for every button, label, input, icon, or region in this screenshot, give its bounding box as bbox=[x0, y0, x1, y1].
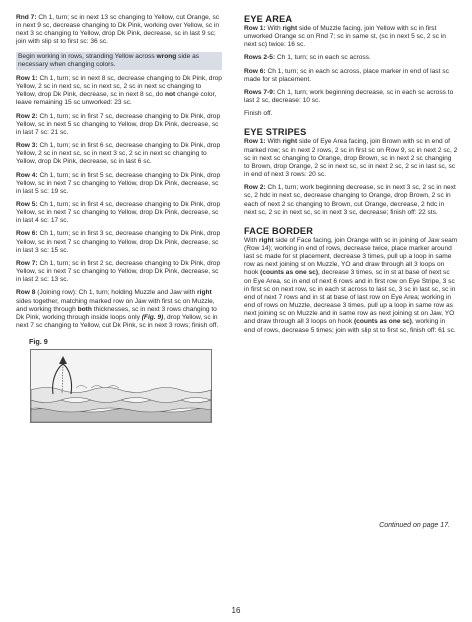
eye-area-rows-7-9 bbox=[244, 89, 458, 105]
eye-area-row6 bbox=[244, 68, 458, 84]
row7-paragraph bbox=[16, 260, 222, 284]
fb-text-1: With bbox=[244, 236, 260, 244]
eye-area-row1 bbox=[244, 25, 458, 49]
note-text-1: Begin working in rows, stranding Yellow across bbox=[18, 52, 157, 60]
row1-not: not bbox=[164, 91, 176, 99]
row5-label: Row 5: bbox=[16, 200, 38, 208]
row4-label: Row 4: bbox=[16, 171, 38, 179]
face-border-heading: FACE BORDER bbox=[244, 225, 314, 236]
color-change-note bbox=[16, 52, 222, 70]
row2-label: Row 2: bbox=[16, 112, 38, 120]
row7-label: Row 7: bbox=[16, 259, 38, 267]
row8-text-2: sides together, matching marked row on Jaw with first sc on Muzzle, and working through bbox=[16, 297, 215, 313]
row4-paragraph bbox=[16, 172, 222, 196]
eye-area-finish: Finish off. bbox=[244, 110, 273, 118]
row8-paragraph bbox=[16, 289, 222, 330]
row3-label: Row 3: bbox=[16, 142, 38, 150]
es-row1-label: Row 1: bbox=[244, 138, 266, 146]
row8-label: Row 8 bbox=[16, 289, 36, 297]
row1-label: Row 1: bbox=[16, 74, 38, 82]
row1-text-2: change color, leave remaining 15 sc unworked: 23 sc. bbox=[16, 91, 217, 107]
eye-area-heading: EYE AREA bbox=[244, 14, 293, 24]
fb-text-2: side of Face facing, join Orange with sc in joining of Jaw seam (Row 14); working in end of rows, decrease twice, place marker around last sc made for st placement, decrease 3 times, pull up a loop in same row as next joining st on Muzzle, YO and draw through all 3 loops on hook bbox=[244, 236, 458, 277]
eye-stripes-heading: EYE STRIPES bbox=[244, 127, 307, 138]
es-row1-text-2: side of Eye Area facing, join Brown with sc in end of marked row; sc in next 2 rows, 2 sc in first sc on Row 9, sc in next 2 sc, 2 sc in next sc changing to Orange, drop Brown, sc in next 2 sc changing to Brown, drop Orange, 2 sc in next sc, sc in next 2 sc, 2 sc in last sc, sc in end of next 3 rows: 20 sc. bbox=[244, 138, 458, 179]
row8-text-3: thicknesses, sc in next 3 rows changing to Dk Pink, working through inside loops only bbox=[16, 305, 217, 321]
rnd7-text: Ch 1, turn; sc in next 13 sc changing to Yellow, cut Orange, sc in next 9 sc, decrease changing to Dk Pink, working over Yellow, sc in next 3 sc changing to Yellow, drop Dk Pink, decrease, sc in last 9 sc; join with slip st to first sc: 36 sc. bbox=[16, 14, 220, 46]
row3-paragraph bbox=[16, 142, 222, 166]
eye-stripes-row1 bbox=[244, 138, 458, 179]
ea-rows25-label: Rows 2-5: bbox=[244, 54, 276, 62]
ea-row1-text-1: With bbox=[265, 25, 283, 32]
row8-fig-ref: (Fig. 9) bbox=[141, 313, 164, 321]
es-row1-right: right bbox=[282, 138, 298, 146]
row5-text: Ch 1, turn; sc in first 4 sc, decrease changing to Dk Pink, drop Yellow, sc in next 7 sc changing to Yellow, drop Dk Pink, decrease, sc in last 4 sc: 17 sc. bbox=[16, 200, 221, 225]
stitch-diagram bbox=[31, 350, 211, 422]
fb-counts-1: (counts as one sc) bbox=[260, 269, 319, 277]
es-row1-text-1: With bbox=[265, 138, 283, 146]
row8-text-1: (Joining row): Ch 1, turn; holding Muzzle and Jaw with bbox=[35, 289, 198, 297]
ea-row1-text-2: side of Muzzle facing, join Yellow with sc in first unworked Orange sc on Rnd 7; sc in same st, (sc in next 5 sc, 2 sc in next sc) twice: 16 sc. bbox=[244, 25, 446, 49]
ea-row1-right: right bbox=[282, 25, 298, 32]
row2-paragraph bbox=[16, 113, 222, 137]
row8-text-4: , drop Yellow, sc in next 7 sc changing to Yellow, cut Dk Pink, sc in next 3 rows; finish off. bbox=[16, 313, 219, 329]
es-row2-label: Row 2: bbox=[244, 184, 266, 192]
es-row2-text: Ch 1, turn; work beginning decrease, sc in next 3 sc, 2 sc in next sc, 2 hdc in next sc, decrease changing to Orange, drop Brown, 2 sc in each of next 2 sc changing to Brown, cut Orange, decrease, 2 hdc in next sc, 2 sc in next sc, sc in next 3 sc, decrease; finish off: 22 sts. bbox=[244, 184, 456, 216]
ea-row6-text: Ch 1, turn; sc in each sc across, place marker in end of last sc made for st placement. bbox=[244, 67, 449, 83]
figure-9-illustration bbox=[30, 349, 212, 423]
row7-text: Ch 1, turn; sc in first 2 sc, decrease changing to Dk Pink, drop Yellow, sc in next 7 sc changing to Yellow, drop Dk Pink, decrease, sc in last 2 sc: 13 sc. bbox=[16, 259, 221, 284]
row3-text: Ch 1, turn; sc in first 6 sc, decrease changing to Dk Pink, drop Yellow, 2 sc in next sc, sc in next 3 sc, 2 sc in next sc changing to Yellow, drop Dk Pink, decrease, sc in last 6 sc. bbox=[16, 142, 221, 166]
ea-row6-label: Row 6: bbox=[244, 67, 266, 75]
row1-text-1: Ch 1, turn; sc in next 8 sc, decrease changing to Dk Pink, drop Yellow, 2 sc in next sc, sc in next sc, 2 sc in next sc changing to Yellow, drop Dk Pink, decrease, sc in next 8 sc, do bbox=[16, 74, 222, 99]
rnd7-paragraph bbox=[16, 14, 222, 47]
fb-right: right bbox=[259, 236, 274, 244]
figure-title: Fig. 9 bbox=[29, 337, 48, 347]
ea-rows25-text: Ch 1, turn; sc in each sc across. bbox=[275, 54, 371, 62]
ea-rows79-label: Rows 7-9: bbox=[244, 88, 276, 96]
row8-right: right bbox=[197, 289, 212, 297]
eye-area-rows-2-5 bbox=[244, 54, 458, 62]
ea-rows79-text: Ch 1, turn; work beginning decrease, sc in each sc across to last 2 sc, decrease: 10 sc. bbox=[244, 88, 454, 105]
note-bold: wrong bbox=[156, 52, 177, 60]
row8-both: both bbox=[77, 305, 92, 313]
fb-text-4: , working in end of rows, decrease 5 times; join with slip st to first sc, finish off: 61 sc. bbox=[244, 318, 456, 334]
rnd7-label: Rnd 7: bbox=[16, 14, 37, 21]
continued-note: Continued on page 17. bbox=[379, 522, 450, 529]
face-border-paragraph bbox=[244, 237, 458, 335]
row1-paragraph bbox=[16, 75, 222, 108]
row2-text: Ch 1, turn; sc in first 7 sc, decrease changing to Dk Pink, drop Yellow, sc in next 5 sc changing to Yellow, drop Dk Pink, decrease, sc in last 7 sc: 21 sc. bbox=[16, 112, 221, 136]
row4-text: Ch 1, turn; sc in first 5 sc, decrease changing to Dk Pink, drop Yellow, sc in next 7 sc changing to Yellow, drop Dk Pink, decrease, sc in last 5 sc: 19 sc. bbox=[16, 171, 221, 195]
row6-label: Row 6: bbox=[16, 230, 38, 238]
ea-row1-label: Row 1: bbox=[244, 25, 266, 32]
row6-paragraph bbox=[16, 230, 222, 254]
row5-paragraph bbox=[16, 201, 222, 225]
fb-text-3: , decrease 3 times, sc in st at base of next sc on Eye Area, sc in end of next 6 rows and in first row on Eye Stripe, 3 sc in first sc on next row, sc in each st across to last sc, 3 sc in last sc, sc in end of next 7 rows and in st at base of last row on Eye Area; working in end of rows on Muzzle, decrease 3 times, pull up a loop in same row as next joining sc on Muzzle and in same row as next joining st on Jaw, YO and draw through all 3 loops on hook bbox=[244, 269, 456, 326]
left-column bbox=[16, 14, 222, 423]
fb-counts-2: (counts as one sc) bbox=[353, 318, 412, 326]
note-text-2: side as necessary when changing colors. bbox=[18, 52, 200, 68]
eye-stripes-row2 bbox=[244, 184, 458, 217]
row6-text: Ch 1, turn; sc in first 3 sc, decrease changing to Dk Pink, drop Yellow, sc in next 7 sc changing to Yellow, drop Dk Pink, decrease, sc in last 3 sc: 15 sc. bbox=[16, 230, 221, 254]
page-number: 16 bbox=[231, 606, 241, 615]
right-column bbox=[244, 14, 458, 340]
